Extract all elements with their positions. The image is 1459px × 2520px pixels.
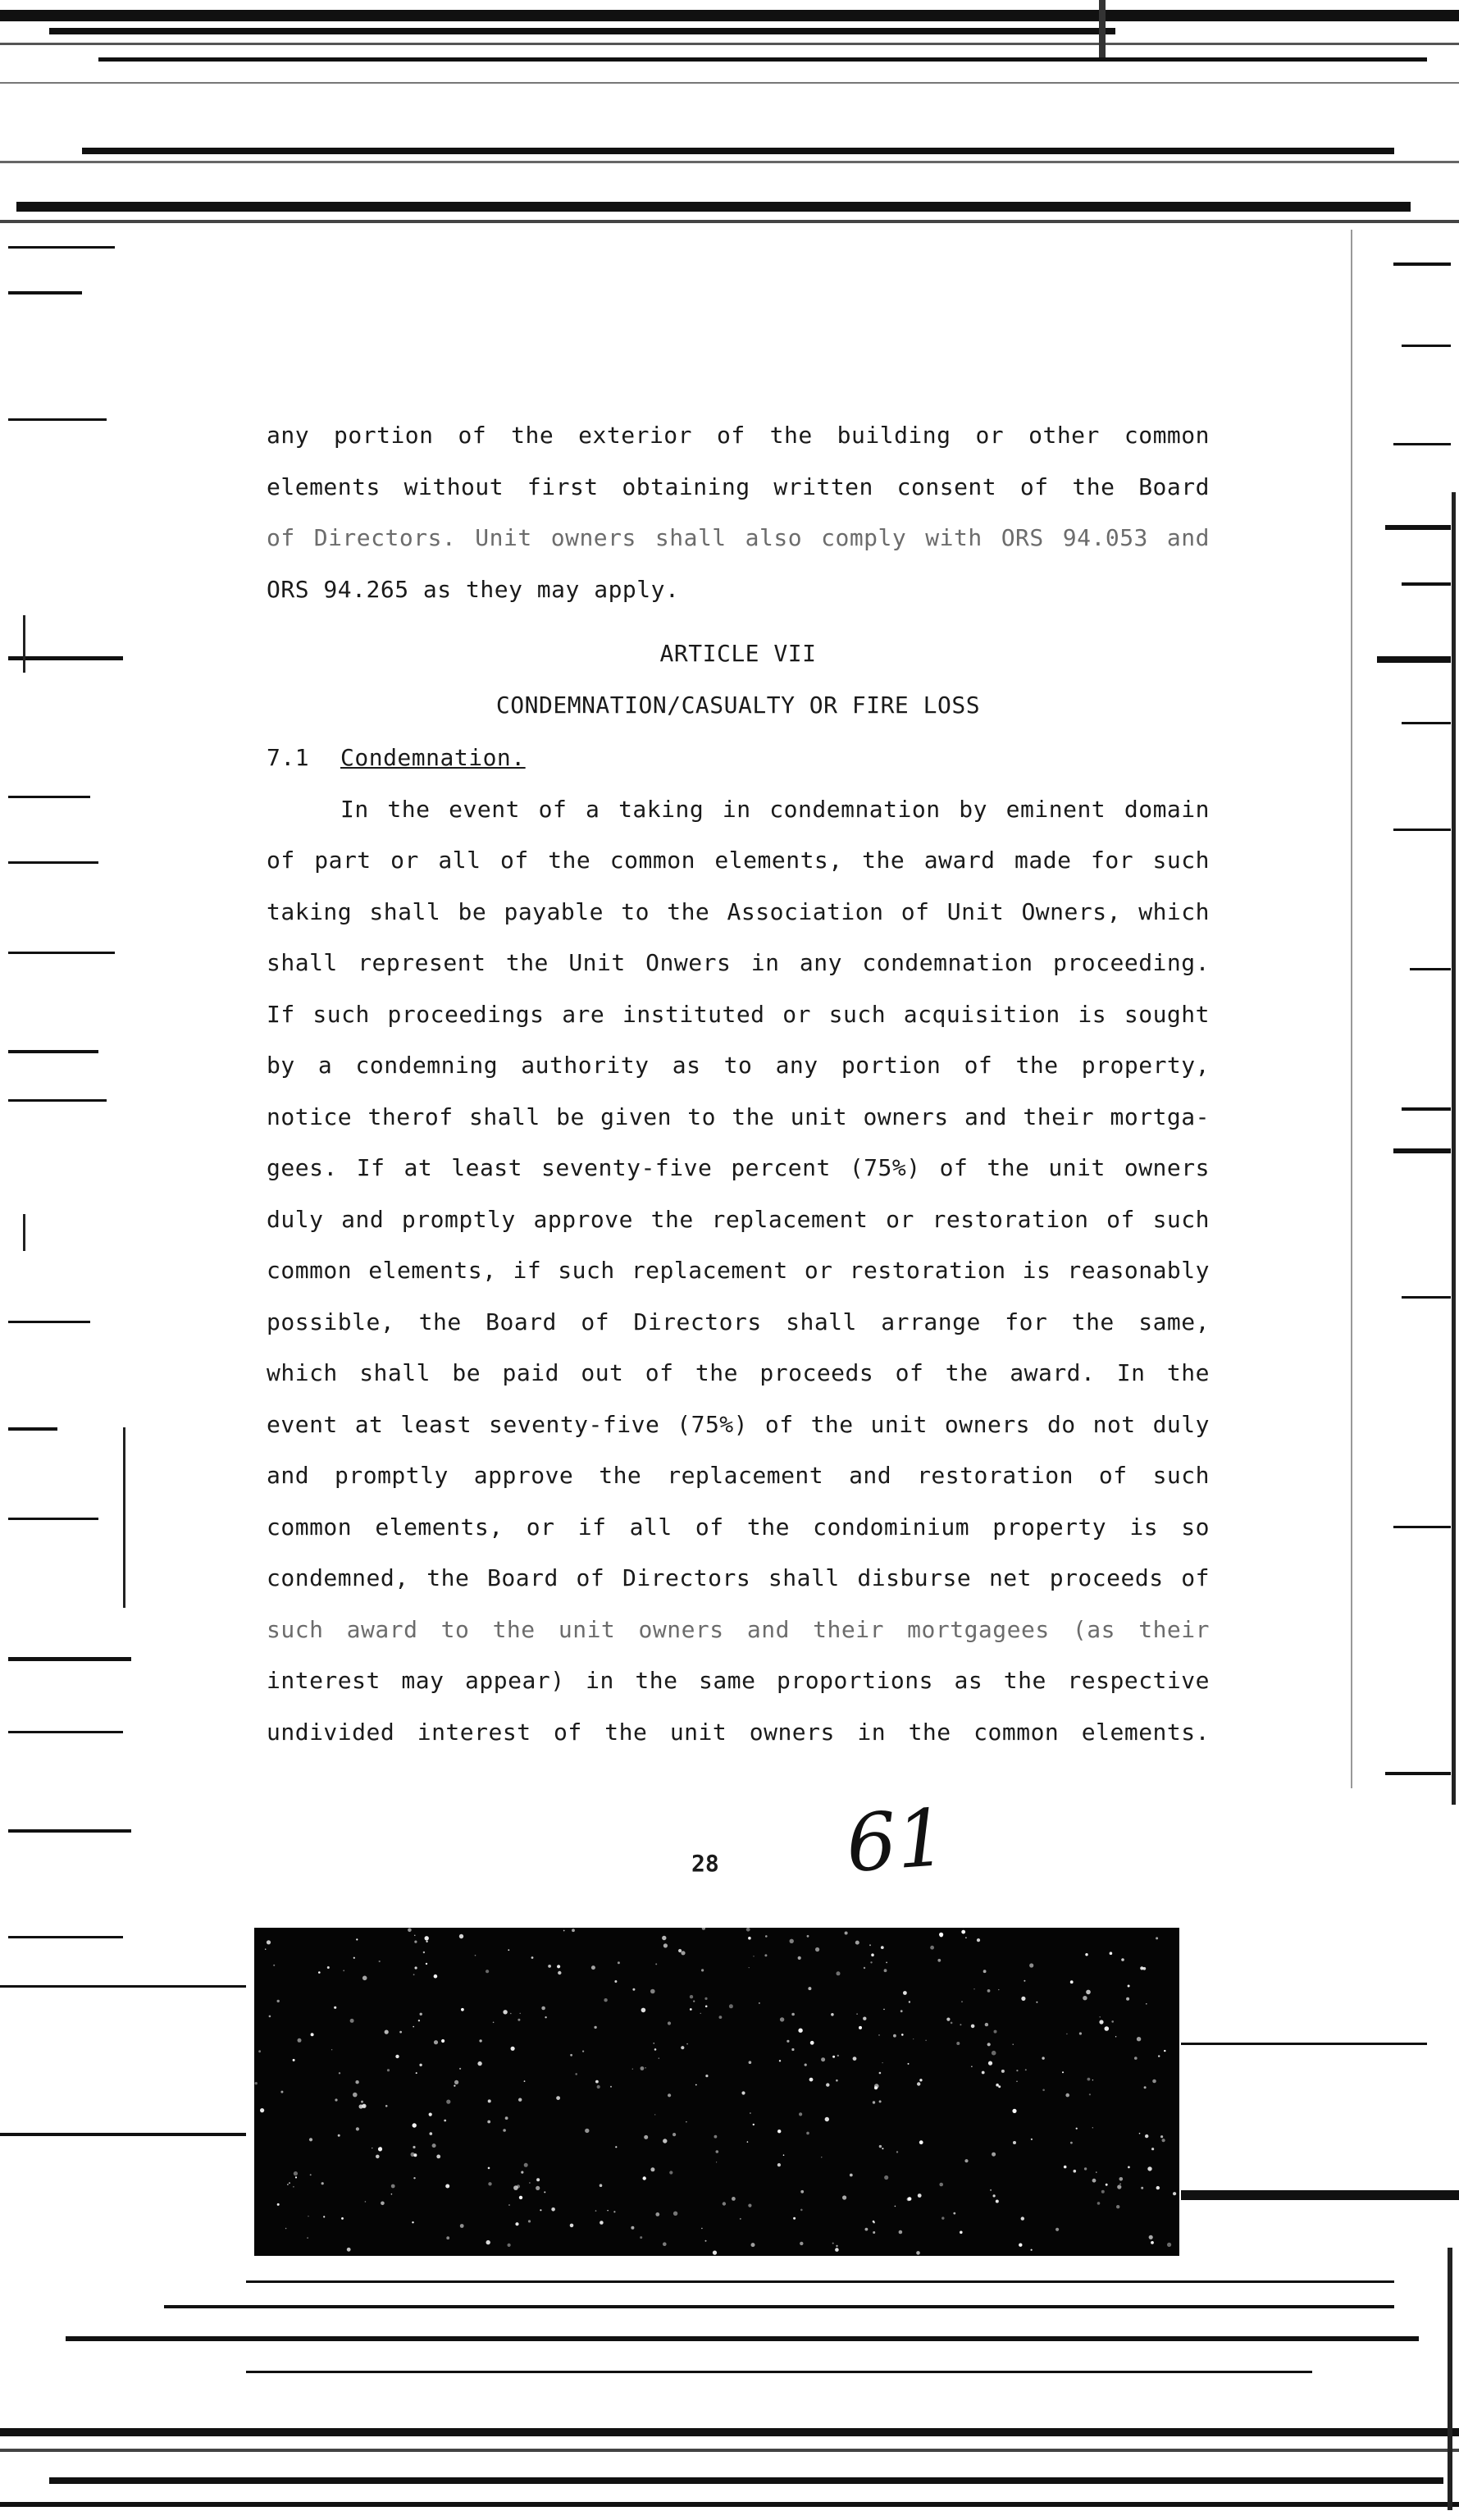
text-line: undivided interest of the unit owners in the common elements. — [267, 1718, 1210, 1746]
text-line: common elements, or if all of the condominium property is so — [267, 1513, 1210, 1541]
article-title: CONDEMNATION/CASUALTY OR FIRE LOSS — [495, 691, 981, 719]
speckle — [563, 1930, 565, 1932]
text-line: interest may appear) in the same proportions as the respective — [267, 1667, 1210, 1694]
text-line: shall represent the Unit Onwers in any condemnation proceeding. — [267, 949, 1210, 976]
top-scan-artifacts — [0, 0, 1459, 246]
right-margin-artifacts — [1336, 230, 1459, 2061]
text-line: If such proceedings are instituted or such acquisition is sought — [267, 1000, 1210, 1028]
text-line: which shall be paid out of the proceeds of the award. In the — [267, 1359, 1210, 1386]
bottom-scan-artifacts — [0, 1936, 1459, 2520]
text-line: ORS 94.265 as they may apply. — [267, 575, 680, 603]
text-line: event at least seventy-five (75%) of the unit owners do not duly — [267, 1410, 1210, 1438]
text-line: of Directors. Unit owners shall also comply with ORS 94.053 and — [267, 524, 1210, 551]
speckle — [702, 1928, 705, 1930]
text-line: In the event of a taking in condemnation by eminent domain — [340, 795, 1210, 823]
speckle — [408, 1929, 412, 1933]
section-paragraph — [267, 784, 1210, 1759]
speckle — [572, 1929, 575, 1932]
section-number: 7.1 — [267, 744, 310, 771]
speckle — [746, 1928, 750, 1932]
text-line: gees. If at least seventy-five percent (75%) of the unit owners — [267, 1154, 1210, 1181]
handwritten-page-mark: 61 — [843, 1791, 950, 1891]
text-line: any portion of the exterior of the building or other common — [267, 422, 1210, 449]
text-line: by a condemning authority as to any portion of the property, — [267, 1052, 1210, 1079]
document-body — [267, 410, 1210, 1758]
section-heading — [267, 733, 1210, 784]
text-line: elements without first obtaining written consent of the Board — [267, 472, 1210, 500]
text-line: of part or all of the common elements, the award made for such — [267, 847, 1210, 874]
article-heading: ARTICLE VII — [659, 640, 817, 667]
section-title: Condemnation. — [340, 744, 526, 771]
text-line: duly and promptly approve the replacement or restoration of such — [267, 1205, 1210, 1233]
text-line: such award to the unit owners and their mortgagees (as their — [267, 1615, 1210, 1643]
speckle — [961, 1930, 965, 1934]
opening-paragraph — [267, 410, 1210, 615]
speckle — [845, 1932, 848, 1935]
page-number: 28 — [691, 1850, 719, 1877]
text-line: notice therof shall be given to the unit owners and their mortga- — [267, 1102, 1210, 1130]
text-line: and promptly approve the replacement and restoration of such — [267, 1462, 1210, 1489]
left-margin-artifacts — [0, 230, 131, 2061]
text-line: possible, the Board of Directors shall arrange for the same, — [267, 1308, 1210, 1335]
text-line: common elements, if such replacement or restoration is reasonably — [267, 1257, 1210, 1284]
text-line: taking shall be payable to the Association of Unit Owners, which — [267, 897, 1210, 925]
text-line: condemned, the Board of Directors shall disburse net proceeds of — [267, 1564, 1210, 1591]
